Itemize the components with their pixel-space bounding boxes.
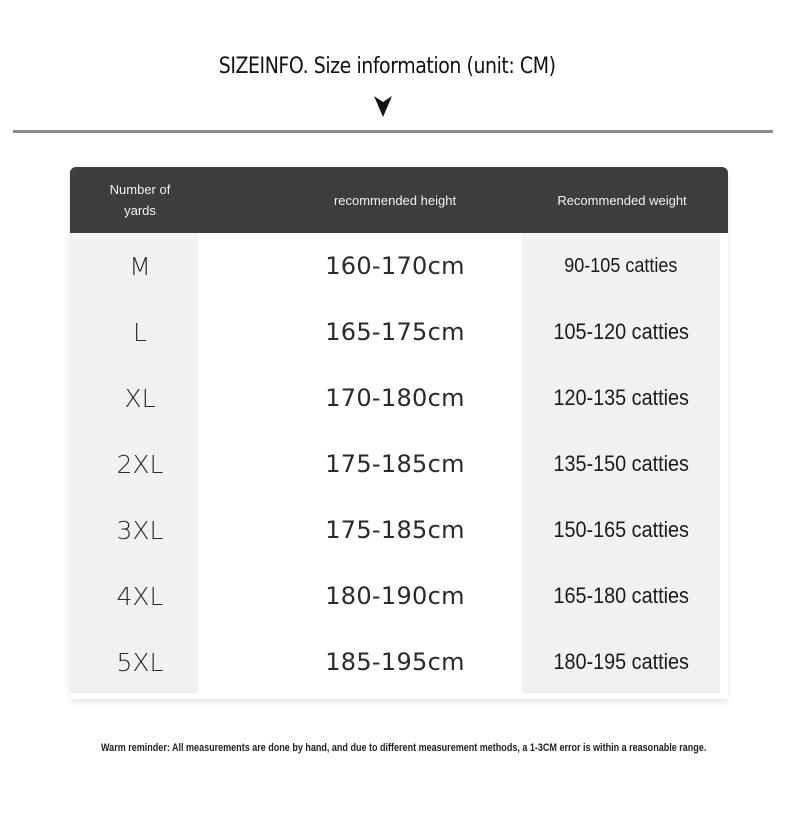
size-cell: XL bbox=[124, 383, 156, 413]
weight-cell: 135-150 catties bbox=[553, 451, 689, 476]
table-row bbox=[70, 629, 728, 695]
table-header bbox=[70, 167, 728, 233]
divider bbox=[13, 130, 773, 133]
header-size: Number of yards bbox=[109, 182, 171, 218]
weight-cell: 150-165 catties bbox=[553, 517, 689, 542]
table-row bbox=[70, 365, 728, 431]
size-cell: L bbox=[133, 317, 147, 347]
weight-cell: 180-195 catties bbox=[553, 649, 689, 674]
table-row bbox=[70, 299, 728, 365]
height-cell: 175-185cm bbox=[325, 450, 465, 478]
table-row bbox=[70, 431, 728, 497]
height-cell: 180-190cm bbox=[325, 582, 465, 610]
height-cell: 175-185cm bbox=[325, 516, 465, 544]
size-cell: 2XL bbox=[116, 449, 164, 479]
weight-cell: 165-180 catties bbox=[553, 583, 689, 608]
size-cell: 4XL bbox=[116, 581, 164, 611]
size-cell: M bbox=[129, 251, 151, 281]
weight-cell: 120-135 catties bbox=[553, 385, 689, 410]
table-row bbox=[70, 497, 728, 563]
header-height: recommended height bbox=[333, 192, 457, 208]
height-cell: 185-195cm bbox=[325, 648, 465, 676]
size-cell: 5XL bbox=[116, 647, 164, 677]
header-weight: Recommended weight bbox=[557, 192, 687, 208]
size-table bbox=[70, 167, 728, 699]
table-row bbox=[70, 563, 728, 629]
height-cell: 160-170cm bbox=[325, 252, 465, 280]
height-cell: 170-180cm bbox=[325, 384, 465, 412]
height-cell: 165-175cm bbox=[325, 318, 465, 346]
table-row bbox=[70, 233, 728, 299]
size-cell: 3XL bbox=[116, 515, 164, 545]
page-title: SIZEINFO. Size information (unit: CM) bbox=[218, 54, 556, 79]
footnote: Warm reminder: All measurements are done by hand, and due to different measurement methods, a 1-3CM error is within a reasonable range. bbox=[101, 742, 707, 754]
down-arrow-icon bbox=[373, 94, 393, 118]
weight-cell: 105-120 catties bbox=[553, 319, 689, 344]
weight-cell: 90-105 catties bbox=[564, 254, 678, 277]
